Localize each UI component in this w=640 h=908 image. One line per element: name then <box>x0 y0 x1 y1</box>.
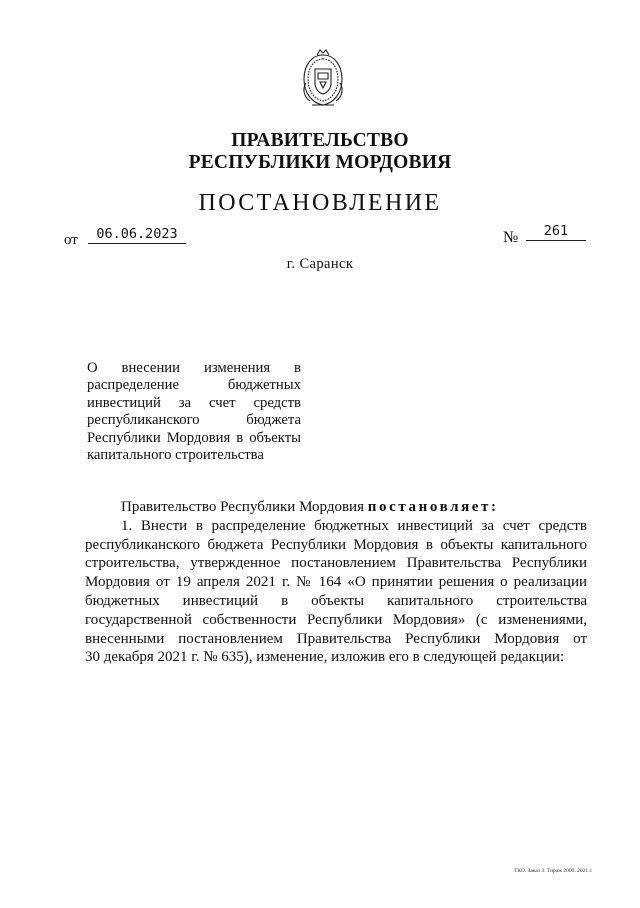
coat-of-arms-icon <box>298 49 348 111</box>
print-footer: ТКО. Заказ 3. Тираж 2000. 2021 г. <box>514 868 593 874</box>
paragraph-line: 1. Внести в распределение бюджетных инвестиций за счет средств <box>121 517 587 534</box>
number-sign: № <box>503 229 519 246</box>
city-name: г. Саранск <box>286 256 354 272</box>
paragraph-line: республиканского бюджета Республики Мордовия в объекты капитального <box>85 536 587 553</box>
document-type: ПОСТАНОВЛЕНИЕ <box>198 190 442 216</box>
subject-line: капитального строительства <box>87 447 264 464</box>
document-subject <box>87 360 301 464</box>
subject-line: республиканского бюджета <box>87 412 301 429</box>
subject-line: О внесении изменения в <box>87 360 301 376</box>
decree-verb: постановляет: <box>367 499 499 515</box>
subject-line: инвестиций за счет средств <box>87 394 301 411</box>
intro-text: Правительство Республики Мордовия <box>121 499 368 515</box>
document-date: 06.06.2023 <box>88 226 186 244</box>
document-body <box>85 498 587 667</box>
subject-line: Республики Мордовия в объекты <box>87 429 301 446</box>
paragraph-line: 30 декабря 2021 г. № 635), изменение, изложив его в следующей редакции: <box>85 649 565 666</box>
subject-line: распределение бюджетных <box>87 377 301 394</box>
paragraph-line: бюджетных инвестиций в объекты капитального строительства <box>85 592 587 609</box>
republic-title: РЕСПУБЛИКИ МОРДОВИЯ <box>188 152 452 173</box>
government-title: ПРАВИТЕЛЬСТВО <box>231 130 409 151</box>
date-prefix: от <box>64 232 78 248</box>
paragraph-line: внесенными постановлением Правительства Республики Мордовия от <box>85 630 587 647</box>
paragraph-line: Мордовия от 19 апреля 2021 г. № 164 «О принятии решения о реализации <box>85 574 587 591</box>
paragraph-line: строительства, утвержденное постановлением Правительства Республики <box>85 555 587 572</box>
paragraph-line: государственной собственности Республики Мордовия» (с изменениями, <box>85 611 587 628</box>
document-number: 261 <box>526 223 586 241</box>
intro-line <box>85 498 587 517</box>
